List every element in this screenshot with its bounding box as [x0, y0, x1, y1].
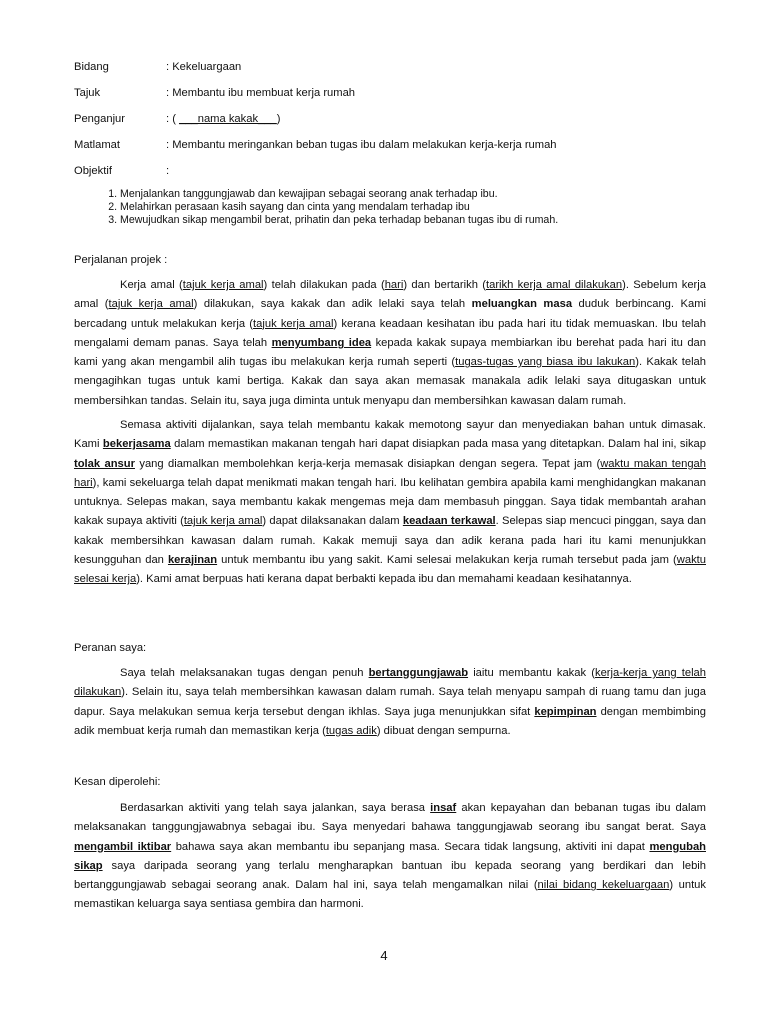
text-run: Kerja amal (	[120, 279, 183, 291]
objective-item: 2. Melahirkan perasaan kasih sayang dan cinta yang mendalam terhadap ibu	[120, 201, 720, 214]
page-number: 4	[380, 948, 388, 963]
field-value: :	[166, 165, 170, 177]
field-value: : Membantu meringankan beban tugas ibu dalam melakukan kerja-kerja rumah	[166, 139, 557, 151]
text-run: yang diamalkan membolehkan kerja-kerja memasak disiapkan dengan segera. Tepat jam (	[134, 457, 601, 470]
section-heading-perjalanan: Perjalanan projek :	[74, 254, 168, 266]
text-run: Semasa aktiviti dijalankan, saya telah membantu kakak memotong sayur dan menyediakan bahan untuk dimasak. Kami	[74, 419, 706, 451]
emphasis-run: tolak ansur	[74, 457, 135, 470]
text-run: ) dapat dilaksanakan dalam	[262, 515, 403, 528]
emphasis-run: tajuk kerja amal	[182, 279, 264, 291]
emphasis-run: nilai bidang kekeluargaan	[537, 879, 670, 892]
field-label: Tajuk	[74, 87, 101, 99]
field-suffix: )	[276, 113, 281, 125]
paragraph-peranan	[74, 664, 706, 741]
emphasis-run: hari	[384, 279, 404, 291]
paragraph-aktiviti	[74, 416, 706, 590]
emphasis-run: mengambil iktibar	[74, 840, 172, 853]
field-value: : Kekeluargaan	[166, 61, 242, 73]
field-value-group	[166, 112, 280, 126]
text-run: dengan membimbing adik membuat kerja rumah dan memastikan kerja (	[74, 705, 706, 737]
paragraph-perjalanan	[74, 276, 706, 411]
field-prefix: : (	[166, 113, 180, 125]
section-heading-peranan: Peranan saya:	[74, 642, 147, 654]
emphasis-run: mengubah sikap	[74, 840, 706, 872]
field-label: Objektif	[74, 165, 112, 177]
emphasis-run: tajuk kerja amal	[183, 515, 263, 528]
text-run: Saya telah melaksanakan tugas dengan penuh	[120, 667, 369, 679]
emphasis-run: waktu makan tengah hari	[74, 457, 706, 489]
emphasis-run: kerajinan	[167, 554, 218, 567]
text-run: ) untuk memastikan keluarga saya sentiasa gembira dan harmoni.	[74, 879, 706, 911]
emphasis-run: tugas-tugas yang biasa ibu lakukan	[455, 356, 636, 369]
emphasis-run: bekerjasama	[102, 438, 171, 451]
field-label: Matlamat	[74, 139, 121, 151]
emphasis-run: insaf	[430, 802, 457, 814]
text-run: ), kami sekeluarga telah dapat menikmati makan tengah hari. Ibu kelihatan gembira apabila kami menghidangkan makanan untuknya. Selepas makan, saya membantu kakak mengemas meja dam membasuh pinggan. Saya tidak membantah arahan kakak supaya aktiviti (	[74, 476, 706, 528]
text-run: iaitu membantu kakak (	[468, 667, 595, 679]
text-run: kepada kakak supaya membiarkan ibu berehat pada hari itu dan kami yang akan mengambil alih tugas ibu melakukan kerja rumah seperti (	[74, 336, 706, 369]
emphasis-run: menyumbang idea	[271, 336, 372, 349]
emphasis-run: kepimpinan	[534, 705, 597, 718]
text-run: ) dan bertarikh (	[403, 279, 486, 291]
objective-item: 1. Menjalankan tanggungjawab dan kewajipan sebagai seorang anak terhadap ibu.	[120, 188, 720, 201]
text-run: ). Sebelum kerja amal (	[74, 279, 706, 311]
text-run: akan kepayahan dan bebanan tugas ibu dalam melaksanakan tanggungjawabnya sebagai ibu. Saya menyedari bahawa tanggungjawab seorang ibu sangat berat. Saya	[74, 802, 706, 834]
objective-item: 3. Mewujudkan sikap mengambil berat, prihatin dan peka terhadap bebanan tugas ibu di rumah.	[120, 214, 720, 227]
emphasis-run: tajuk kerja amal	[108, 298, 194, 311]
objectives-list	[74, 188, 720, 227]
text-run: duduk berbincang. Kami bercadang untuk melakukan kerja (	[74, 298, 706, 330]
penganjur-name: ___nama kakak___	[179, 113, 277, 125]
paragraph-kesan	[74, 799, 706, 915]
section-heading-kesan: Kesan diperolehi:	[74, 776, 161, 788]
field-label: Bidang	[74, 61, 109, 73]
text-run: . Selepas siap mencuci pinggan, saya dan kakak membersihkan kawasan dalam rumah. Kakak memuji saya dan adik kerana pada hari itu kami menunjukkan kesungguhan dan	[74, 515, 706, 567]
text-run: dalam memastikan makanan tengah hari dapat disiapkan pada masa yang ditetapkan. Dalam hal ini, sikap	[170, 438, 706, 451]
emphasis-run: waktu selesai kerja	[74, 554, 706, 586]
emphasis-run: keadaan terkawal	[402, 515, 496, 528]
text-run: saya daripada seorang yang terlalu mengharapkan bantuan ibu kepada seorang yang berdikari dan lebih bertanggungjawab sebagai seorang anak. Dalam hal ini, saya telah mengamalkan nilai (	[74, 859, 706, 892]
text-run: ) dilakukan, saya kakak dan adik lelaki saya telah	[193, 298, 472, 311]
text-run: ). Kakak telah mengagihkan tugas untuk kami bertiga. Kakak dan saya akan memasak manakala adik lelaki saya ditugaskan untuk membersihkan tandas. Selain itu, saya juga diminta untuk menyapu dan membersihkan kawasan dalam rumah.	[74, 356, 706, 407]
text-run: ) kerana keadaan kesihatan ibu pada hari itu tidak memuaskan. Ibu telah mengalami demam panas. Saya telah	[74, 317, 706, 349]
emphasis-run: meluangkan masa	[471, 298, 573, 311]
text-run: ) dibuat dengan sempurna.	[376, 724, 511, 737]
emphasis-run: tugas adik	[325, 724, 377, 737]
emphasis-run: tajuk kerja amal	[253, 317, 334, 330]
text-run: ) telah dilakukan pada (	[263, 279, 385, 291]
field-label: Penganjur	[74, 113, 126, 125]
field-value: : Membantu ibu membuat kerja rumah	[166, 87, 356, 99]
emphasis-run: kerja-kerja yang telah dilakukan	[74, 667, 707, 699]
text-run: Berdasarkan aktiviti yang telah saya jalankan, saya berasa	[120, 802, 431, 814]
text-run: ). Kami amat berpuas hati kerana dapat berbakti kepada ibu dan memahami keadaan kesihatannya.	[136, 573, 632, 586]
text-run: untuk membantu ibu yang sakit. Kami selesai melakukan kerja rumah tersebut pada jam (	[217, 554, 677, 567]
text-run: bahawa saya akan membantu ibu sepanjang masa. Secara tidak langsung, aktiviti ini dapat	[171, 840, 650, 853]
text-run: ). Selain itu, saya telah membersihkan kawasan dalam rumah. Saya telah menyapu sampah di ruang tamu dan juga dapur. Saya melakukan semua kerja tersebut dengan ikhlas. Saya juga menunjukkan sifat	[74, 686, 706, 718]
emphasis-run: tarikh kerja amal dilakukan	[485, 279, 623, 291]
emphasis-run: bertanggungjawab	[368, 667, 469, 679]
